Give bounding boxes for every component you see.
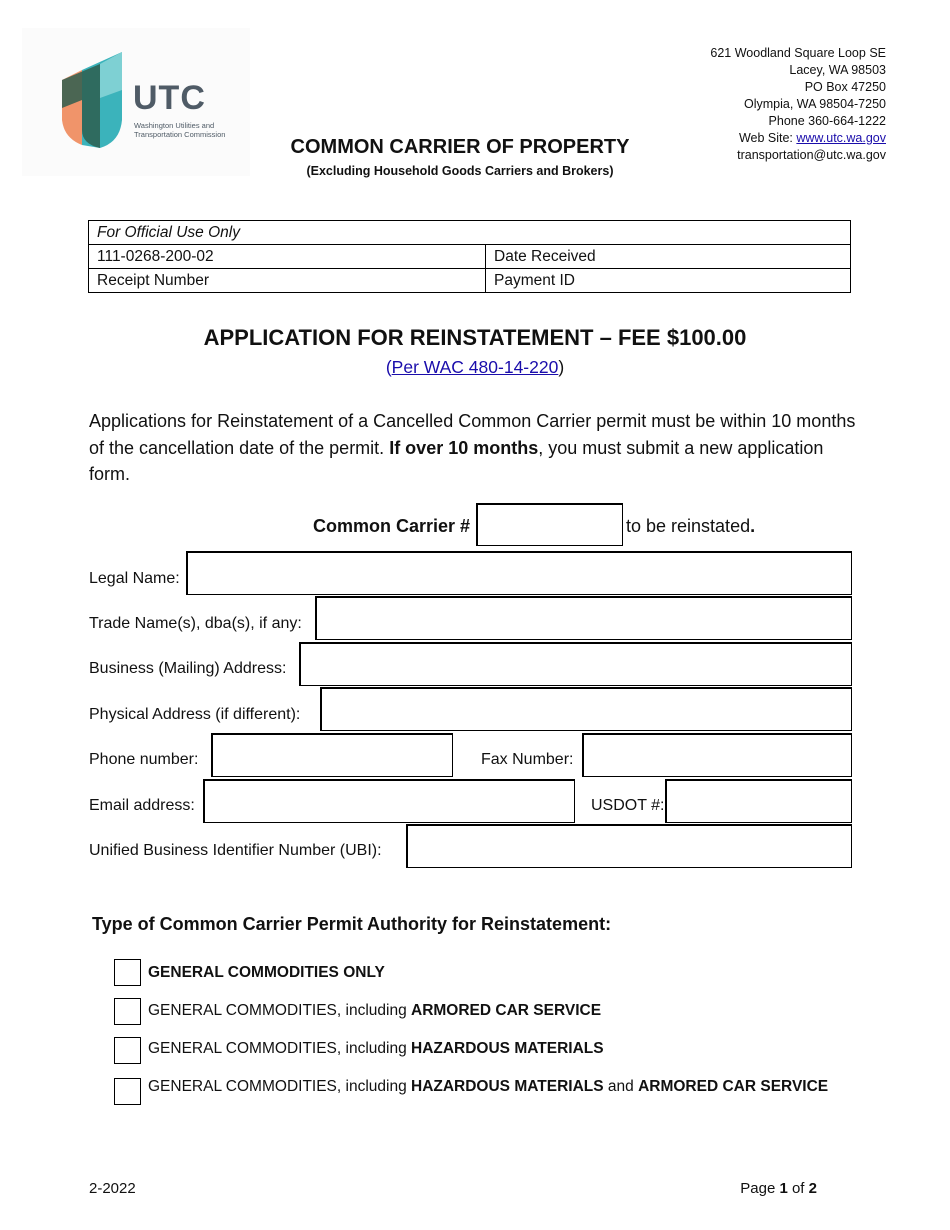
physical-address-input[interactable] xyxy=(320,687,852,731)
intro-bold-text: If over 10 months xyxy=(389,437,539,458)
address-line: 621 Woodland Square Loop SE xyxy=(710,46,886,60)
of-word: of xyxy=(787,1180,809,1197)
legal-name-input[interactable] xyxy=(186,551,852,595)
fax-label: Fax Number: xyxy=(481,751,574,768)
form-title xyxy=(0,136,920,159)
carrier-number-label: Common Carrier # xyxy=(313,516,471,536)
table-row xyxy=(89,269,851,293)
intro-text: Applications for Reinstatement of a Cancelled Common Carrier permit must be within 10 months of the cancellation date of the permit. xyxy=(89,411,856,458)
carrier-suffix-period: . xyxy=(750,516,756,536)
option-bold-text: HAZARDOUS MATERIALS xyxy=(411,1078,604,1095)
carrier-number-suffix xyxy=(626,516,755,537)
address-line: Olympia, WA 98504-7250 xyxy=(744,97,886,111)
hazardous-and-armored-checkbox[interactable] xyxy=(114,1078,141,1105)
option-prefix: GENERAL COMMODITIES, including xyxy=(148,1002,411,1019)
table-row xyxy=(89,245,851,269)
official-use-table xyxy=(88,220,851,293)
website-label: Web Site: xyxy=(738,131,797,145)
option-bold-text: ARMORED CAR SERVICE xyxy=(638,1078,829,1095)
fax-input[interactable] xyxy=(582,733,852,777)
usdot-input[interactable] xyxy=(665,779,852,823)
page-number: 1 xyxy=(779,1180,788,1197)
option-prefix: GENERAL COMMODITIES, including xyxy=(148,1040,411,1057)
option-bold-text: HAZARDOUS MATERIALS xyxy=(411,1040,604,1057)
trade-name-input[interactable] xyxy=(315,596,852,640)
form-version: 2-2022 xyxy=(89,1180,136,1197)
payment-id-cell: Payment ID xyxy=(486,269,851,293)
form-subtitle: (Excluding Household Goods Carriers and Brokers) xyxy=(306,164,614,178)
option-and: and xyxy=(603,1078,639,1095)
armored-car-checkbox[interactable] xyxy=(114,998,141,1025)
ubi-input[interactable] xyxy=(406,824,852,868)
permit-section-title: Type of Common Carrier Permit Authority for Reinstatement: xyxy=(92,914,612,934)
wac-open: ( xyxy=(385,357,392,377)
intro-text-end: , you must submit a new application form. xyxy=(89,437,824,484)
carrier-number-input[interactable] xyxy=(476,503,623,546)
trade-name-label: Trade Name(s), dba(s), if any: xyxy=(89,615,302,632)
option-label xyxy=(148,1078,828,1096)
option-prefix: GENERAL COMMODITIES, including xyxy=(148,1078,411,1095)
option-label xyxy=(148,1040,604,1058)
option-label xyxy=(148,964,385,982)
table-row xyxy=(89,221,851,245)
logo-wordmark: UTC xyxy=(133,79,206,117)
wac-close: ) xyxy=(558,357,565,377)
website-link[interactable]: www.utc.wa.gov xyxy=(796,131,886,145)
hazardous-materials-checkbox[interactable] xyxy=(114,1037,141,1064)
intro-paragraph xyxy=(89,408,869,488)
option-bold-text: GENERAL COMMODITIES ONLY xyxy=(148,964,385,981)
option-bold-text: ARMORED CAR SERVICE xyxy=(411,1002,602,1019)
physical-address-label: Physical Address (if different): xyxy=(89,706,301,723)
email-label: Email address: xyxy=(89,797,195,814)
wac-reference xyxy=(0,357,950,378)
ubi-label: Unified Business Identifier Number (UBI): xyxy=(89,842,382,859)
phone-label: Phone number: xyxy=(89,751,199,768)
page-total: 2 xyxy=(808,1180,817,1197)
date-received-cell: Date Received xyxy=(486,245,851,269)
email-input[interactable] xyxy=(203,779,575,823)
general-commodities-only-checkbox[interactable] xyxy=(114,959,141,986)
usdot-label: USDOT #: xyxy=(591,797,665,814)
page-indicator xyxy=(740,1180,817,1197)
form-title-text: COMMON CARRIER OF PROPERTY xyxy=(290,136,630,158)
application-title: APPLICATION FOR REINSTATEMENT – FEE $100.00 xyxy=(203,325,747,350)
address-line: Lacey, WA 98503 xyxy=(789,63,886,77)
phone-input[interactable] xyxy=(211,733,453,777)
phone-line: Phone 360-664-1222 xyxy=(768,114,886,128)
form-code-cell: 111-0268-200-02 xyxy=(89,245,486,269)
wac-link[interactable]: Per WAC 480-14-220 xyxy=(391,357,559,377)
legal-name-label: Legal Name: xyxy=(89,570,180,587)
business-address-label: Business (Mailing) Address: xyxy=(89,660,287,677)
logo-subtitle: Washington Utilities and Transportation Commission xyxy=(134,121,226,139)
address-line: PO Box 47250 xyxy=(804,80,886,94)
option-label xyxy=(148,1002,601,1020)
official-use-heading: For Official Use Only xyxy=(89,221,851,245)
carrier-suffix-text: to be reinstated xyxy=(626,516,751,536)
page-word: Page xyxy=(740,1180,780,1197)
business-address-input[interactable] xyxy=(299,642,852,686)
receipt-number-cell: Receipt Number xyxy=(89,269,486,293)
email-line: transportation@utc.wa.gov xyxy=(737,148,886,162)
